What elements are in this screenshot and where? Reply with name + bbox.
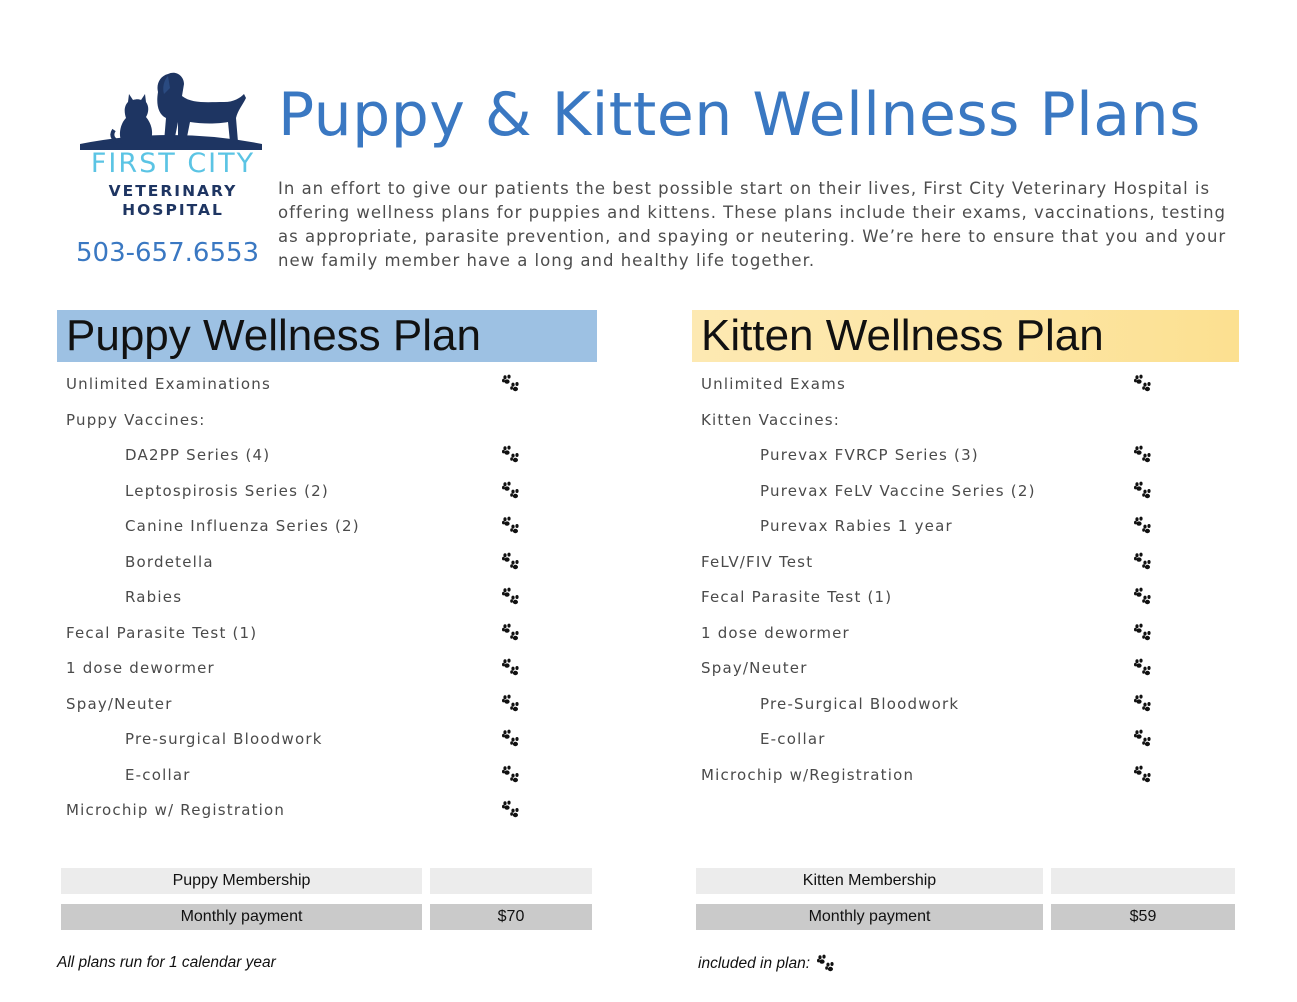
paw-print-icon [501, 729, 521, 749]
kitten-plan-item-included-cell [1051, 620, 1235, 646]
puppy-plan-item-label: Unlimited Examinations [66, 375, 271, 393]
paw-print-icon [1133, 481, 1153, 501]
footnote-duration-text: All plans run for 1 calendar year [57, 954, 276, 971]
kitten-plan-item-label: Fecal Parasite Test (1) [701, 588, 893, 606]
paw-print-icon [1133, 658, 1153, 678]
footnote-legend [698, 954, 836, 974]
footnote-plan-duration [57, 954, 276, 972]
kitten-plan-item-label: Pre-Surgical Bloodwork [760, 694, 960, 713]
puppy-plan-item-label: E-collar [125, 765, 191, 784]
puppy-plan-item-label: Fecal Parasite Test (1) [66, 623, 258, 642]
kitten-plan-item-included-cell [1051, 407, 1235, 433]
intro-paragraph: In an effort to give our patients the best possible start on their lives, First City Veterinary Hospital is offering wellness plans for puppies and kittens. These plans include their exams, vaccinations, testing as appropriate, parasite prevention, and spaying or neutering. We’re here to ensure that you and your new family member have a long and healthy life together. [278, 179, 1227, 270]
paw-print-icon [1133, 729, 1153, 749]
kitten-payment-label: Monthly payment [696, 904, 1043, 930]
kitten-plan-item-label: Unlimited Exams [701, 375, 846, 393]
paw-print-icon [501, 374, 521, 394]
paw-print-icon [1133, 516, 1153, 536]
page-title: Puppy & Kitten Wellness Plans [278, 80, 1201, 150]
puppy-membership-label: Puppy Membership [61, 868, 422, 894]
dog-and-cat-logo-icon [78, 66, 264, 150]
puppy-plan-item-included-cell [430, 691, 592, 717]
paw-print-icon [501, 552, 521, 572]
paw-print-icon [501, 587, 521, 607]
kitten-plan-item-label: E-collar [760, 730, 826, 748]
puppy-plan-item-label: Puppy Vaccines: [66, 410, 206, 429]
puppy-payment-value: $70 [430, 904, 592, 930]
kitten-plan-item-included-cell [1051, 762, 1235, 788]
puppy-membership-value [430, 868, 592, 894]
puppy-plan-item-included-cell [430, 478, 592, 504]
kitten-plan-item-label: Purevax FVRCP Series (3) [760, 446, 979, 464]
kitten-plan-item-included-cell [1051, 478, 1235, 504]
paw-print-icon [501, 516, 521, 536]
puppy-plan [57, 310, 597, 362]
paw-print-icon [501, 623, 521, 643]
kitten-membership-label: Kitten Membership [696, 868, 1043, 894]
logo-name-line2: VETERINARY [108, 182, 238, 200]
puppy-plan-item-included-cell [430, 762, 592, 788]
paw-print-icon [816, 954, 836, 974]
puppy-plan-item-label: Canine Influenza Series (2) [125, 517, 360, 535]
kitten-plan-item-label: Purevax FeLV Vaccine Series (2) [760, 481, 1036, 500]
hospital-logo [74, 66, 266, 219]
paw-print-icon [1133, 552, 1153, 572]
paw-print-icon [1133, 765, 1153, 785]
puppy-plan-item-label: Microchip w/ Registration [66, 801, 286, 819]
kitten-plan-item-included-cell [1051, 549, 1235, 575]
puppy-plan-item-included-cell [430, 371, 592, 397]
kitten-plan-item-label: Purevax Rabies 1 year [760, 517, 953, 535]
paw-print-icon [501, 800, 521, 820]
paw-print-icon [501, 481, 521, 501]
paw-print-icon [1133, 587, 1153, 607]
puppy-plan-item-included-cell [430, 407, 592, 433]
kitten-plan-item-included-cell [1051, 726, 1235, 752]
paw-print-icon [501, 765, 521, 785]
puppy-plan-item-label: Bordetella [125, 552, 214, 571]
puppy-plan-item-included-cell [430, 726, 592, 752]
kitten-membership-value [1051, 868, 1235, 894]
puppy-plan-item-included-cell [430, 442, 592, 468]
kitten-plan-item-label: Spay/Neuter [701, 659, 808, 677]
puppy-plan-item-included-cell [430, 797, 592, 823]
logo-name-line1: FIRST CITY [90, 148, 256, 179]
kitten-plan-item-included-cell [1051, 513, 1235, 539]
paw-print-icon [1133, 374, 1153, 394]
kitten-plan-item-included-cell [1051, 584, 1235, 610]
kitten-plan-item-included-cell [1051, 691, 1235, 717]
paw-print-icon [1133, 445, 1153, 465]
puppy-plan-item-label: Rabies [125, 588, 183, 606]
kitten-plan [692, 310, 1239, 362]
kitten-plan-item-label: 1 dose dewormer [701, 623, 850, 642]
paw-print-icon [1133, 623, 1153, 643]
puppy-plan-item-included-cell [430, 655, 592, 681]
puppy-plan-item-label: 1 dose dewormer [66, 659, 215, 677]
kitten-plan-item-included-cell [1051, 371, 1235, 397]
puppy-plan-item-label: DA2PP Series (4) [125, 446, 271, 464]
puppy-plan-item-included-cell [430, 513, 592, 539]
paw-print-icon [501, 694, 521, 714]
puppy-plan-item-included-cell [430, 620, 592, 646]
kitten-plan-item-label: FeLV/FIV Test [701, 552, 814, 571]
paw-print-icon [501, 445, 521, 465]
puppy-plan-heading: Puppy Wellness Plan [57, 310, 597, 362]
puppy-plan-item-label: Leptospirosis Series (2) [125, 481, 329, 500]
kitten-payment-value: $59 [1051, 904, 1235, 930]
phone-number: 503-657.6553 [76, 238, 260, 268]
footnote-legend-text: included in plan: [698, 955, 811, 972]
puppy-plan-item-included-cell [430, 549, 592, 575]
kitten-plan-heading: Kitten Wellness Plan [692, 310, 1239, 362]
puppy-plan-item-label: Pre-surgical Bloodwork [125, 730, 323, 748]
kitten-plan-item-label: Kitten Vaccines: [701, 410, 841, 429]
kitten-plan-item-included-cell [1051, 442, 1235, 468]
puppy-plan-item-included-cell [430, 584, 592, 610]
paw-print-icon [1133, 694, 1153, 714]
kitten-plan-item-included-cell [1051, 655, 1235, 681]
logo-name-line3: HOSPITAL [122, 201, 224, 219]
puppy-plan-item-label: Spay/Neuter [66, 694, 173, 713]
paw-print-icon [501, 658, 521, 678]
kitten-plan-item-label: Microchip w/Registration [701, 765, 915, 784]
puppy-payment-label: Monthly payment [61, 904, 422, 930]
